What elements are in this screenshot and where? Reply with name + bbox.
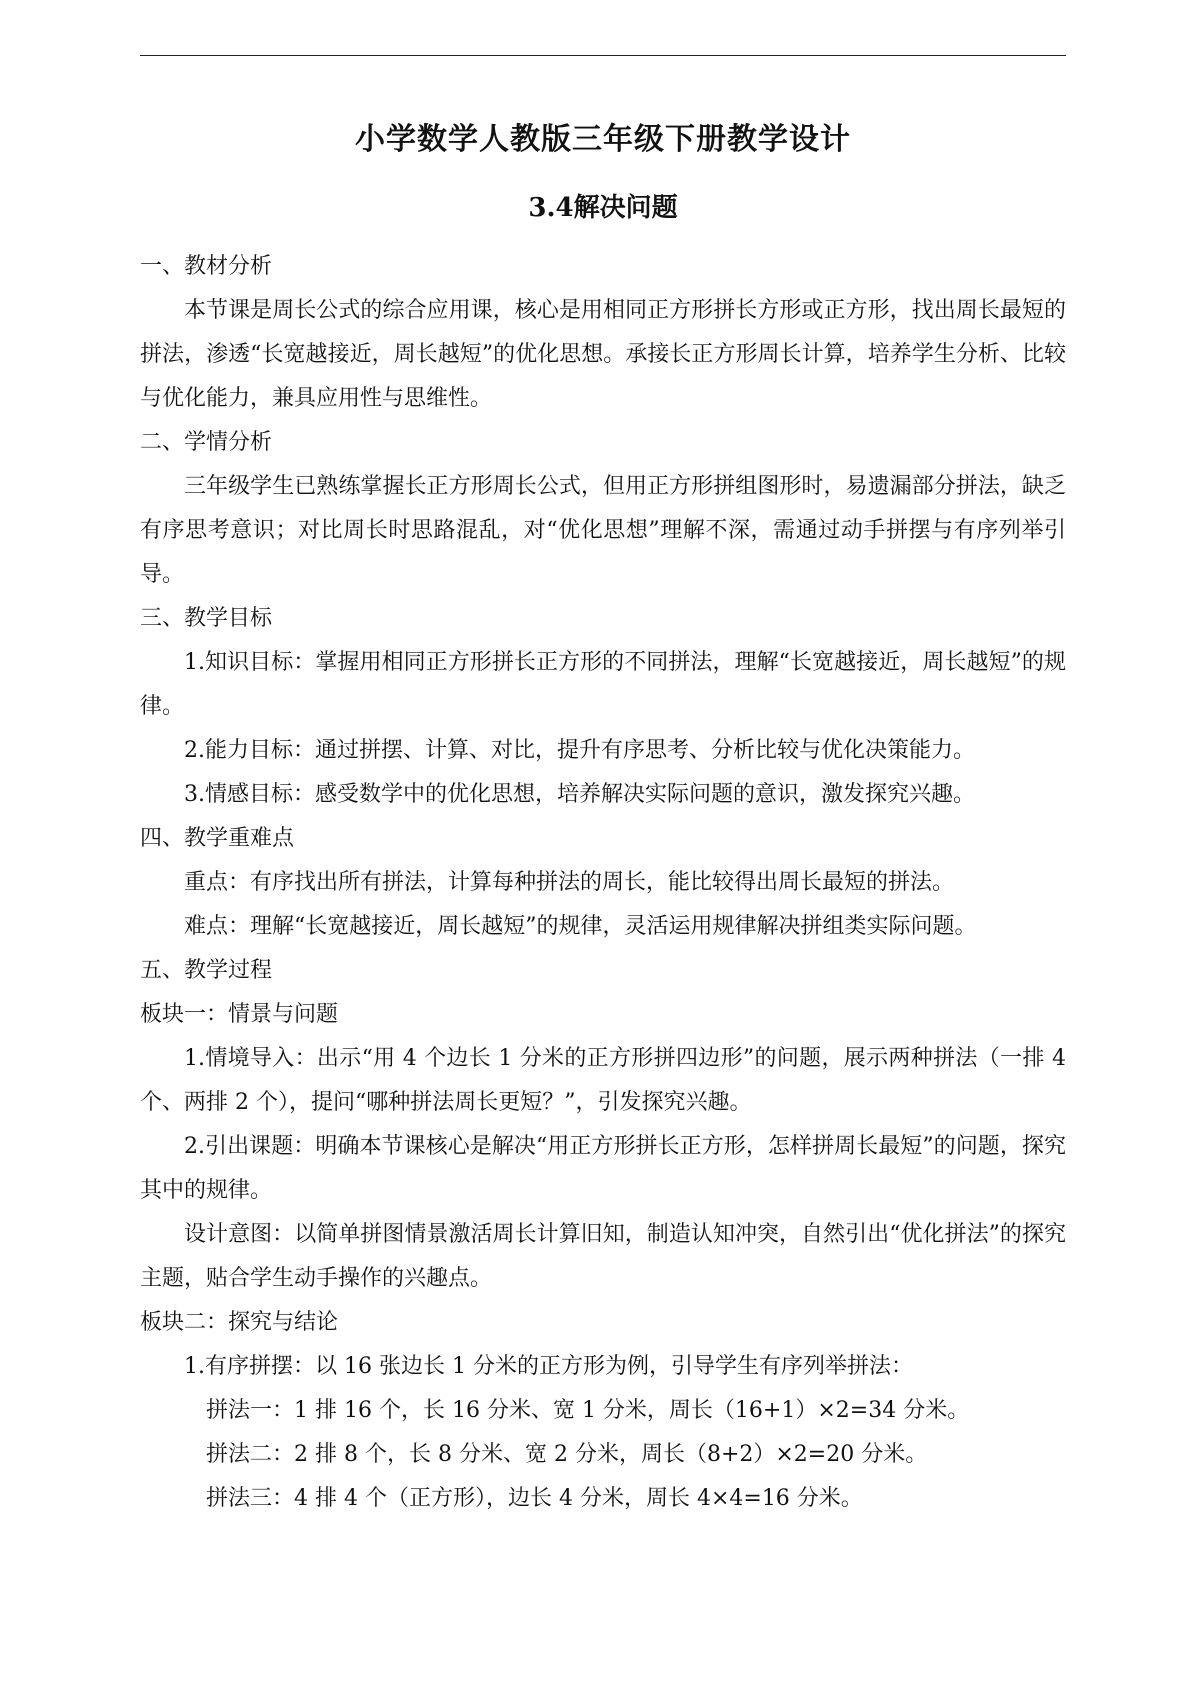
difficult-point: 难点：理解“长宽越接近，周长越短”的规律，灵活运用规律解决拼组类实际问题。 [184,914,977,939]
goal-knowledge: 1.知识目标：掌握用相同正方形拼长正方形的不同拼法，理解“长宽越接近，周长越短”的规律。 [140,650,1066,719]
list-item: 拼法一：1 排 16 个，长 16 分米、宽 1 分米，周长（16+1）×2=34 分米。 [206,1398,970,1423]
document-subtitle: 3.4解决问题 [528,193,678,223]
block-heading-exploration: 板块二：探究与结论 [140,1310,339,1335]
paragraph: 1.有序拼摆：以 16 张边长 1 分米的正方形为例，引导学生有序列举拼法： [184,1354,913,1379]
header-rule [140,55,1066,56]
paragraph: 三年级学生已熟练掌握长正方形周长公式，但用正方形拼组图形时，易遗漏部分拼法，缺乏有序思考意识；对比周长时思路混乱，对“优化思想”理解不深，需通过动手拼摆与有序列举引导。 [140,474,1066,587]
section-heading-textbook-analysis: 一、教材分析 [140,254,273,279]
list-item: 拼法二：2 排 8 个，长 8 分米、宽 2 分米，周长（8+2）×2=20 分米。 [206,1442,928,1467]
paragraph: 1.情境导入：出示“用 4 个边长 1 分米的正方形拼四边形”的问题，展示两种拼法（一排 4 个、两排 2 个），提问“哪种拼法周长更短？”，引发探究兴趣。 [140,1046,1066,1115]
document-title: 小学数学人教版三年级下册教学设计 [355,122,851,157]
goal-emotion: 3.情感目标：感受数学中的优化思想，培养解决实际问题的意识，激发探究兴趣。 [184,782,975,807]
block-heading-scenario: 板块一：情景与问题 [140,1002,339,1027]
document-body [140,245,1066,1521]
key-point: 重点：有序找出所有拼法，计算每种拼法的周长，能比较得出周长最短的拼法。 [184,870,955,895]
paragraph: 2.引出课题：明确本节课核心是解决“用正方形拼长正方形，怎样拼周长最短”的问题，探究其中的规律。 [140,1134,1066,1203]
section-heading-teaching-process: 五、教学过程 [140,958,273,983]
section-heading-teaching-goals: 三、教学目标 [140,606,273,631]
design-intent: 设计意图：以简单拼图情景激活周长计算旧知，制造认知冲突，自然引出“优化拼法”的探究主题，贴合学生动手操作的兴趣点。 [140,1222,1066,1291]
paragraph: 本节课是周长公式的综合应用课，核心是用相同正方形拼长方形或正方形，找出周长最短的拼法，渗透“长宽越接近，周长越短”的优化思想。承接长正方形周长计算，培养学生分析、比较与优化能力，兼具应用性与思维性。 [140,298,1066,411]
goal-ability: 2.能力目标：通过拼摆、计算、对比，提升有序思考、分析比较与优化决策能力。 [184,738,975,763]
section-heading-key-points: 四、教学重难点 [140,826,295,851]
list-item: 拼法三：4 排 4 个（正方形），边长 4 分米，周长 4×4=16 分米。 [206,1486,863,1511]
section-heading-student-analysis: 二、学情分析 [140,430,273,455]
